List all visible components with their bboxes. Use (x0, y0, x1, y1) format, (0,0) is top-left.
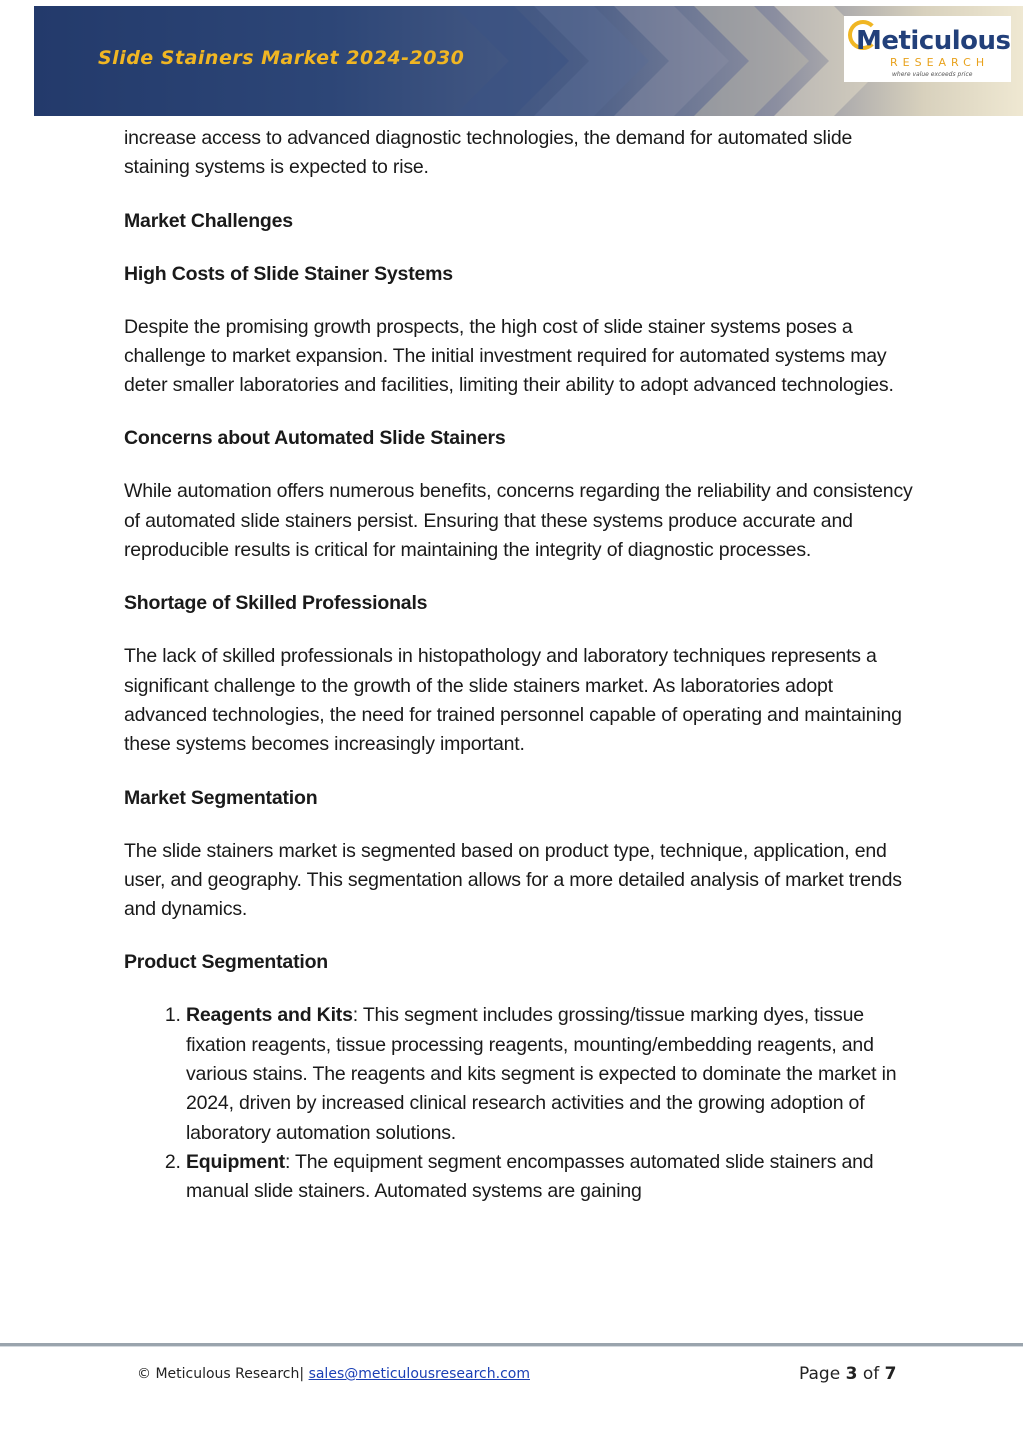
page-body (124, 124, 914, 1207)
meticulous-research-logo (844, 16, 1011, 82)
current-page: 3 (845, 1364, 858, 1384)
list-item-term: Equipment (186, 1150, 285, 1173)
page-label: Page (799, 1364, 841, 1384)
header-banner (34, 6, 1023, 116)
market-segmentation-heading: Market Segmentation (124, 786, 318, 809)
total-pages: 7 (884, 1364, 897, 1384)
list-item-text: : This segment includes grossing/tissue marking dyes, tissue fixation reagents, tissue processing reagents, mounting/embedding reagents, and various stains. The reagents and kits segment is expected to dominate the market in 2024, driven by increased clinical research activities and the growing adoption of laboratory automation solutions. (186, 1004, 897, 1144)
intro-paragraph: increase access to advanced diagnostic technologies, the demand for automated slide staining systems is expected to rise. (124, 127, 853, 179)
high-costs-heading: High Costs of Slide Stainer Systems (124, 262, 453, 285)
shortage-paragraph: The lack of skilled professionals in histopathology and laboratory techniques represents a significant challenge to the growth of the slide stainers market. As laboratories adopt advanced technologies, the need for trained personnel capable of operating and maintaining these systems becomes increasingly important. (124, 645, 902, 756)
logo-tagline: where value exceeds price (892, 71, 973, 78)
page-number (799, 1364, 896, 1384)
market-challenges-heading: Market Challenges (124, 209, 293, 232)
page-of-label: of (862, 1364, 880, 1384)
high-costs-paragraph: Despite the promising growth prospects, the high cost of slide stainer systems poses a challenge to market expansion. The initial investment required for automated systems may deter smaller laboratories and facilities, limiting their ability to adopt advanced technologies. (124, 315, 894, 397)
concerns-heading: Concerns about Automated Slide Stainers (124, 427, 506, 450)
logo-subtitle: RESEARCH (890, 56, 990, 69)
list-item-reagents (186, 1001, 914, 1147)
list-item-text: : The equipment segment encompasses automated slide stainers and manual slide stainers. Automated systems are gaining (186, 1150, 874, 1203)
product-segmentation-heading: Product Segmentation (124, 951, 329, 974)
report-title: Slide Stainers Market 2024-2030 (98, 47, 465, 69)
market-segmentation-paragraph: The slide stainers market is segmented based on product type, technique, application, end user, and geography. This segmentation allows for a more detailed analysis of market trends and dynamics. (124, 839, 902, 921)
logo-wordmark: Meticulous (856, 26, 1011, 56)
footer-copyright (137, 1366, 530, 1382)
list-item-term: Reagents and Kits (186, 1004, 353, 1027)
footer-divider (0, 1343, 1023, 1347)
copyright-text: © Meticulous Research| (137, 1366, 305, 1382)
sales-email-link[interactable]: sales@meticulousresearch.com (308, 1366, 530, 1382)
product-segment-list (124, 1001, 914, 1206)
shortage-heading: Shortage of Skilled Professionals (124, 592, 428, 615)
list-item-equipment (186, 1148, 914, 1207)
concerns-paragraph: While automation offers numerous benefits, concerns regarding the reliability and consistency of automated slide stainers persist. Ensuring that these systems produce accurate and reproducible results is critical for maintaining the integrity of diagnostic processes. (124, 480, 913, 562)
